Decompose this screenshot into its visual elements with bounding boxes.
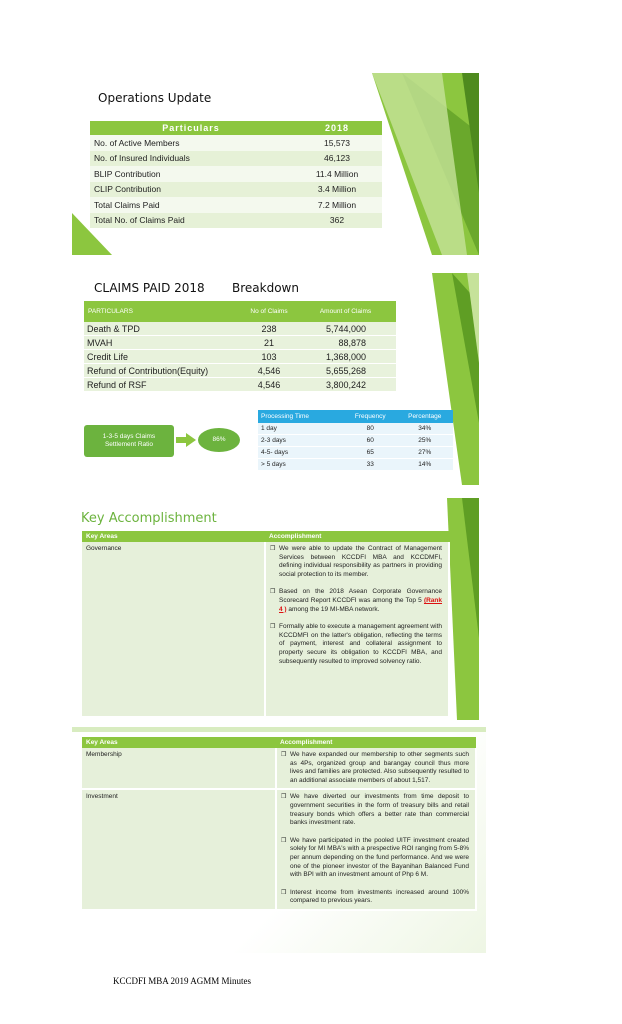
- operations-table: [90, 121, 382, 228]
- slide-membership-investment: [72, 727, 486, 953]
- slide-title: CLAIMS PAID 2018: [94, 281, 205, 295]
- table-row: > 5 days 33 14%: [258, 459, 453, 471]
- settlement-ratio-box: 1-3-5 days Claims Settlement Ratio: [84, 425, 174, 457]
- processing-time-table: [258, 410, 453, 471]
- table-row: MVAH 21 88,878: [84, 336, 396, 350]
- table-row: 2-3 days 60 25%: [258, 435, 453, 447]
- header-accomplishment: Accomplishment: [276, 737, 476, 748]
- slide-claims-paid: [72, 273, 479, 485]
- header-particulars: PARTICULARS: [84, 301, 243, 322]
- slide-title: Key Accomplishment: [81, 511, 217, 526]
- table-row: BLIP Contribution 11.4 Million: [90, 166, 382, 182]
- bullet-item: ❒ Formally able to execute a management agreement with KCCDMFI on the latter's obligation, reflecting the terms of payment, interest and collateral assignment to property secure its obligation to KCCDFI MBA, and subsequently resulted to improved solvency ratio.: [270, 623, 442, 666]
- table-row: Total Claims Paid 7.2 Million: [90, 197, 382, 213]
- arrow-right-icon: [176, 433, 196, 447]
- table-row: Credit Life 103 1,368,000: [84, 350, 396, 364]
- header-particulars: Particulars: [90, 121, 292, 135]
- table-row: 4-5- days 65 27%: [258, 447, 453, 459]
- header-frequency: Frequency: [344, 410, 396, 423]
- header-key-areas: Key Areas: [82, 531, 265, 542]
- slide-key-accomplishment: [72, 498, 479, 720]
- slide-operations-update: [72, 73, 479, 255]
- header-processing-time: Processing Time: [258, 410, 344, 423]
- key-area-membership: Membership: [82, 748, 276, 789]
- ratio-value-oval: 86%: [198, 428, 240, 452]
- header-amount: Amount of Claims: [295, 301, 396, 322]
- table-row: CLIP Contribution 3.4 Million: [90, 182, 382, 198]
- slide-subtitle: Breakdown: [232, 281, 299, 295]
- bullet-item: ❒ We were able to update the Contract of Management Services between KCCDFI MBA and KCCDMFI, defining individual responsibility as partners in providing social protection to its member.: [270, 545, 442, 579]
- header-percentage: Percentage: [396, 410, 453, 423]
- accomplishment-cell: [276, 748, 476, 789]
- header-2018: 2018: [292, 121, 382, 135]
- accomplishment-cell: [276, 789, 476, 910]
- table-row: No. of Active Members 15,573: [90, 135, 382, 151]
- header-no-of-claims: No of Claims: [243, 301, 295, 322]
- page-footer: KCCDFI MBA 2019 AGMM Minutes: [113, 976, 252, 986]
- table-row: No. of Insured Individuals 46,123: [90, 151, 382, 167]
- table-row: Total No. of Claims Paid 362: [90, 213, 382, 229]
- bullet-item: ❒ We have expanded our membership to other segments such as 4Ps, organized group and barangay council thus more lives and families are protected. Also subsequently resulted to an additional associate members of about 1,517.: [281, 751, 469, 785]
- bullet-item: ❒ We have diverted our investments from time deposit to government securities in the form of treasury bills and retail treasury bonds which offers a better rate than commercial banks investment rate.: [281, 793, 469, 827]
- accomplishment-table: [82, 737, 477, 911]
- table-row: [82, 542, 449, 717]
- table-row: Refund of Contribution(Equity) 4,546 5,655,268: [84, 364, 396, 378]
- table-row: Death & TPD 238 5,744,000: [84, 322, 396, 336]
- table-row: [82, 748, 476, 789]
- claims-table: [84, 301, 396, 392]
- header-accomplishment: Accomplishment: [265, 531, 449, 542]
- key-area-governance: Governance: [82, 542, 265, 717]
- key-area-investment: Investment: [82, 789, 276, 910]
- accomplishment-cell: [265, 542, 449, 717]
- bullet-item: ❒ Interest income from investments increased around 100% compared to previous years.: [281, 889, 469, 906]
- table-row: 1 day 80 34%: [258, 423, 453, 435]
- table-row: Refund of RSF 4,546 3,800,242: [84, 378, 396, 392]
- accomplishment-table: [82, 531, 450, 718]
- slide-title: Operations Update: [98, 91, 212, 105]
- header-key-areas: Key Areas: [82, 737, 276, 748]
- bullet-item: ❒ Based on the 2018 Asean Corporate Governance Scorecard Report KCCDFI was among the Top 5 (Rank 4 ) among the 19 MI-MBA network.: [270, 588, 442, 614]
- table-row: [82, 789, 476, 910]
- bullet-item: ❒ We have participated in the pooled UITF investment created solely for MI MBA's with a prespective ROI ranging from 5-8% per annum depending on the fund performance. And we were one of the pioneer investor of the Bayanihan Balanced Fund with BPI with an investment amount of Php 6 M.: [281, 837, 469, 880]
